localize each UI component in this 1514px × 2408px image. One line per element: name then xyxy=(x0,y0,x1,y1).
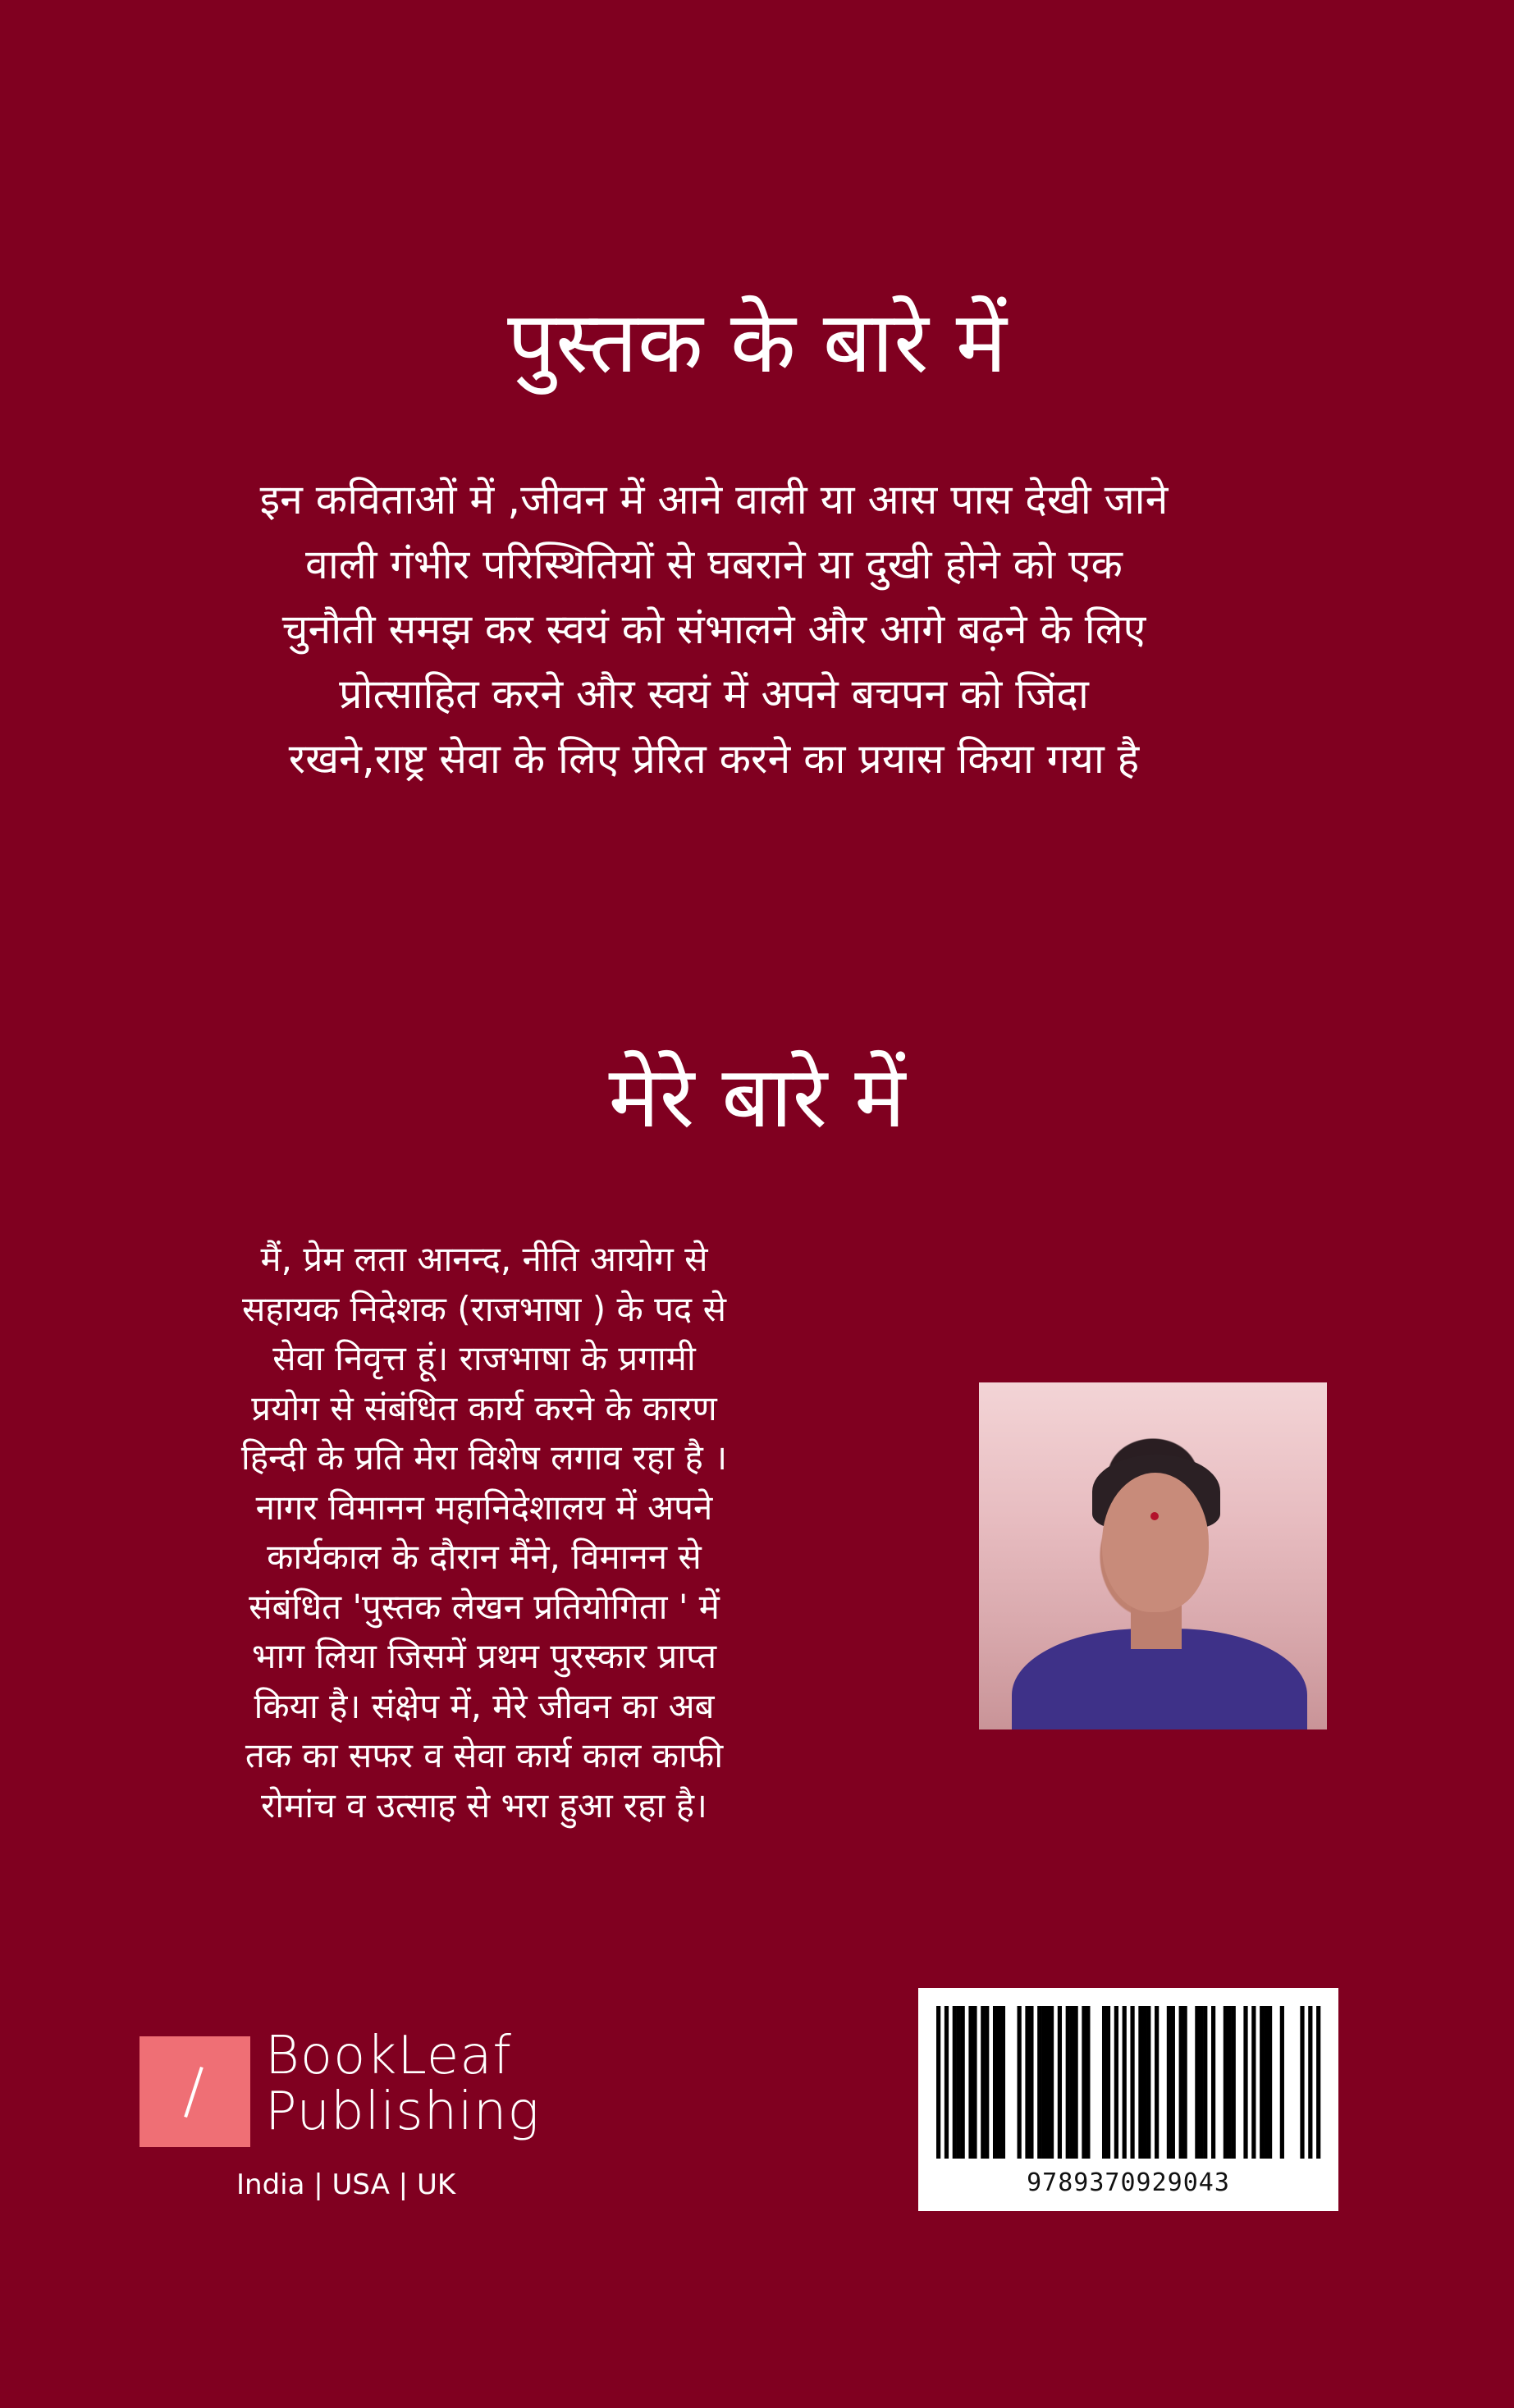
barcode-bar xyxy=(945,2006,949,2159)
author-bio-line: नागर विमानन महानिदेशालय में अपने xyxy=(255,1487,713,1528)
barcode-bar xyxy=(1025,2006,1029,2159)
barcode-bar xyxy=(953,2006,957,2159)
barcode-bar xyxy=(1050,2006,1054,2159)
barcode-bar xyxy=(936,2006,940,2159)
barcode-bar xyxy=(1260,2006,1264,2159)
barcode-bar xyxy=(993,2006,997,2159)
barcode-bar xyxy=(968,2006,972,2159)
barcode-bar xyxy=(1280,2006,1284,2159)
barcode-bar xyxy=(1045,2006,1050,2159)
barcode-bar xyxy=(1243,2006,1247,2159)
barcode-bar xyxy=(985,2006,989,2159)
about-book-heading: पुस्तक के बारे में xyxy=(507,292,1007,392)
author-bio-line: भाग लिया जिसमें प्रथम पुरस्कार प्राप्त xyxy=(251,1636,717,1676)
publisher-name-line1: BookLeaf xyxy=(265,2026,512,2086)
barcode-bar xyxy=(1037,2006,1041,2159)
barcode-bar xyxy=(1316,2006,1320,2159)
about-book-line: चुनौती समझ कर स्वयं को संभालने और आगे बढ़ने के लिए xyxy=(281,605,1146,653)
barcode-bar xyxy=(1171,2006,1175,2159)
barcode-bar xyxy=(1232,2006,1236,2159)
publisher-logo-icon xyxy=(140,2036,250,2147)
barcode-bar xyxy=(1058,2006,1062,2159)
barcode-bar xyxy=(1041,2006,1045,2159)
barcode-bar xyxy=(1155,2006,1159,2159)
author-bio-line: संबंधित 'पुस्तक लेखन प्रतियोगिता ' में xyxy=(249,1586,720,1627)
barcode-bar xyxy=(1029,2006,1033,2159)
barcode-bar xyxy=(1130,2006,1134,2159)
author-bio-line: प्रयोग से संबंधित कार्य करने के कारण xyxy=(251,1387,717,1428)
author-bio-line: कार्यकाल के दौरान मैंने, विमानन से xyxy=(267,1537,702,1577)
barcode-bar xyxy=(1224,2006,1228,2159)
barcode-bar xyxy=(1183,2006,1187,2159)
barcode-bar xyxy=(1073,2006,1077,2159)
barcode-bar xyxy=(1066,2006,1070,2159)
author-bio-line: रोमांच व उत्साह से भरा हुआ रहा है। xyxy=(261,1784,707,1825)
barcode-bar xyxy=(1106,2006,1110,2159)
barcode-bar xyxy=(1114,2006,1118,2159)
publisher-regions: India | USA | UK xyxy=(236,2168,456,2201)
isbn-number: 9789370929043 xyxy=(1027,2168,1230,2197)
logo-slash-icon xyxy=(184,2067,204,2118)
about-book-line: इन कविताओं में ,जीवन में आने वाली या आस पास देखी जाने xyxy=(259,476,1169,523)
barcode-bar xyxy=(1228,2006,1232,2159)
about-book-line: प्रोत्साहित करने और स्वयं में अपने बचपन को जिंदा xyxy=(339,670,1089,718)
isbn-barcode xyxy=(918,1988,1338,2211)
barcode-bar xyxy=(1082,2006,1086,2159)
barcode-bar xyxy=(1142,2006,1146,2159)
barcode-bar xyxy=(961,2006,965,2159)
about-book-line: रखने,राष्ट्र सेवा के लिए प्रेरित करने का प्रयास किया गया है xyxy=(288,735,1140,783)
barcode-bar xyxy=(1300,2006,1304,2159)
photo-face xyxy=(1102,1473,1209,1612)
barcode-bar xyxy=(1268,2006,1272,2159)
barcode-bar xyxy=(972,2006,977,2159)
photo-bindi xyxy=(1150,1512,1159,1520)
barcode-bar xyxy=(1102,2006,1106,2159)
author-bio-line: सहायक निदेशक (राजभाषा ) के पद से xyxy=(242,1288,726,1329)
publisher-name xyxy=(265,2028,540,2140)
barcode-bar xyxy=(1199,2006,1203,2159)
barcode-bar xyxy=(1138,2006,1142,2159)
barcode-bar xyxy=(1123,2006,1127,2159)
barcode-bar xyxy=(1001,2006,1005,2159)
barcode-bar xyxy=(1018,2006,1022,2159)
barcode-bar xyxy=(1203,2006,1207,2159)
author-bio-line: सेवा निवृत्त हूं। राजभाषा के प्रगामी xyxy=(272,1338,696,1378)
author-bio-paragraph xyxy=(164,1235,804,1830)
barcode-bar xyxy=(1146,2006,1150,2159)
barcode-bar xyxy=(1070,2006,1074,2159)
barcode-bar xyxy=(1167,2006,1171,2159)
author-bio-line: तक का सफर व सेवा कार्य काल काफी xyxy=(245,1735,724,1775)
barcode-bar xyxy=(1308,2006,1312,2159)
barcode-bar xyxy=(997,2006,1001,2159)
about-book-paragraph xyxy=(164,468,1264,792)
barcode-bar xyxy=(1086,2006,1090,2159)
barcode-bar xyxy=(1264,2006,1268,2159)
barcode-bar xyxy=(957,2006,961,2159)
author-bio-line: किया है। संक्षेप में, मेरे जीवन का अब xyxy=(254,1685,715,1726)
author-photo xyxy=(979,1382,1327,1729)
about-book-line: वाली गंभीर परिस्थितियों से घबराने या दुखी होने को एक xyxy=(305,541,1123,588)
barcode-bar xyxy=(1251,2006,1256,2159)
barcode-bar xyxy=(1211,2006,1215,2159)
publisher-name-line2: Publishing xyxy=(265,2081,540,2142)
about-me-heading: मेरे बारे में xyxy=(608,1047,906,1147)
author-bio-line: मैं, प्रेम लता आनन्द, नीति आयोग से xyxy=(260,1239,708,1279)
barcode-bar xyxy=(1179,2006,1183,2159)
barcode-bar xyxy=(981,2006,985,2159)
author-bio-line: हिन्दी के प्रति मेरा विशेष लगाव रहा है । xyxy=(240,1437,728,1478)
barcode-bar xyxy=(1195,2006,1199,2159)
